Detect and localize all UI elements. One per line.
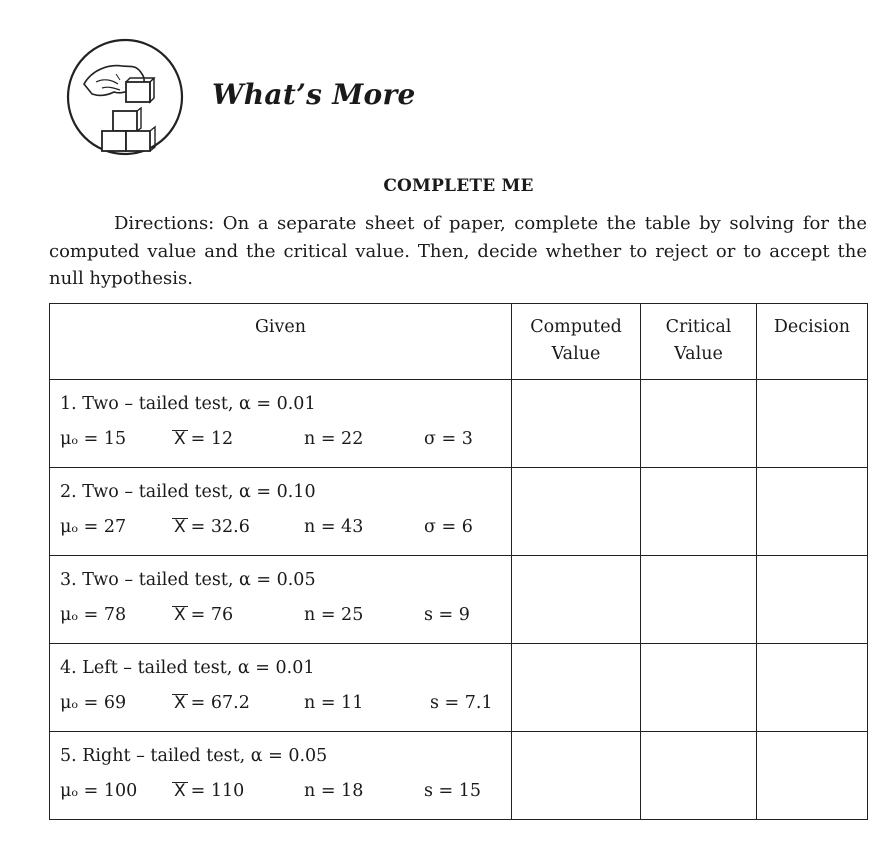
given-values: [60, 427, 511, 451]
sample-mean: [172, 603, 233, 627]
critical-value-cell[interactable]: [641, 556, 757, 644]
table-row: [50, 380, 868, 468]
activity-title: COMPLETE ME: [383, 176, 534, 196]
given-cell: [50, 732, 512, 820]
decision-cell[interactable]: [757, 556, 868, 644]
computed-value-cell[interactable]: [512, 644, 641, 732]
standard-deviation: s = 7.1: [430, 693, 493, 713]
sample-mean: [172, 427, 233, 451]
section-title: What’s More: [212, 78, 416, 111]
xbar-symbol: X: [174, 781, 186, 801]
xbar-symbol: X: [174, 605, 186, 625]
sample-size: n = 25: [304, 605, 364, 625]
population-mean: μₒ = 78: [60, 605, 127, 625]
sample-size: n = 18: [304, 781, 364, 801]
critical-value-cell[interactable]: [641, 468, 757, 556]
sample-size: n = 22: [304, 429, 364, 449]
population-mean: μₒ = 69: [60, 693, 127, 713]
standard-deviation: σ = 6: [424, 517, 473, 537]
sample-mean-value: = 76: [190, 605, 234, 625]
xbar-symbol: X: [174, 429, 186, 449]
given-cell: [50, 644, 512, 732]
header-computed-value: Computed Value: [512, 304, 641, 380]
xbar-symbol: X: [174, 693, 186, 713]
decision-cell[interactable]: [757, 468, 868, 556]
computed-value-cell[interactable]: [512, 380, 641, 468]
table-header-row: [50, 304, 868, 380]
given-values: [60, 691, 511, 715]
decision-cell[interactable]: [757, 380, 868, 468]
table-row: [50, 556, 868, 644]
hypothesis-table: [49, 303, 868, 820]
given-cell: [50, 380, 512, 468]
population-mean: μₒ = 15: [60, 429, 127, 449]
critical-value-cell[interactable]: [641, 732, 757, 820]
critical-value-cell[interactable]: [641, 644, 757, 732]
sample-mean-value: = 12: [190, 429, 234, 449]
test-description: 5. Right – tailed test, α = 0.05: [60, 746, 328, 766]
standard-deviation: s = 9: [424, 605, 470, 625]
computed-value-cell[interactable]: [512, 732, 641, 820]
population-mean: μₒ = 100: [60, 781, 138, 801]
table-row: [50, 732, 868, 820]
sample-mean-value: = 67.2: [190, 693, 250, 713]
sample-mean-value: = 110: [190, 781, 245, 801]
sample-size: n = 43: [304, 517, 364, 537]
decision-cell[interactable]: [757, 644, 868, 732]
header-given: Given: [50, 304, 512, 380]
sample-size: n = 11: [304, 693, 364, 713]
hand-stacking-blocks-icon: [56, 34, 192, 162]
test-description: 4. Left – tailed test, α = 0.01: [60, 658, 315, 678]
sample-mean: [172, 691, 250, 715]
test-description: 1. Two – tailed test, α = 0.01: [60, 394, 316, 414]
sample-mean: [172, 779, 244, 803]
population-mean: μₒ = 27: [60, 517, 127, 537]
standard-deviation: σ = 3: [424, 429, 473, 449]
decision-cell[interactable]: [757, 732, 868, 820]
table-row: [50, 468, 868, 556]
header-critical-value: Critical Value: [641, 304, 757, 380]
given-cell: [50, 556, 512, 644]
xbar-symbol: X: [174, 517, 186, 537]
critical-value-cell[interactable]: [641, 380, 757, 468]
sample-mean-value: = 32.6: [190, 517, 250, 537]
table-row: [50, 644, 868, 732]
given-cell: [50, 468, 512, 556]
header-decision: Decision: [757, 304, 868, 380]
test-description: 2. Two – tailed test, α = 0.10: [60, 482, 316, 502]
sample-mean: [172, 515, 250, 539]
computed-value-cell[interactable]: [512, 468, 641, 556]
test-description: 3. Two – tailed test, α = 0.05: [60, 570, 316, 590]
computed-value-cell[interactable]: [512, 556, 641, 644]
given-values: [60, 603, 511, 627]
given-values: [60, 779, 511, 803]
given-values: [60, 515, 511, 539]
directions-text: Directions: On a separate sheet of paper, complete the table by solving for the computed value and the critical value. Then, decide whether to reject or to accept the null hypothesis.: [49, 213, 867, 289]
standard-deviation: s = 15: [424, 781, 482, 801]
